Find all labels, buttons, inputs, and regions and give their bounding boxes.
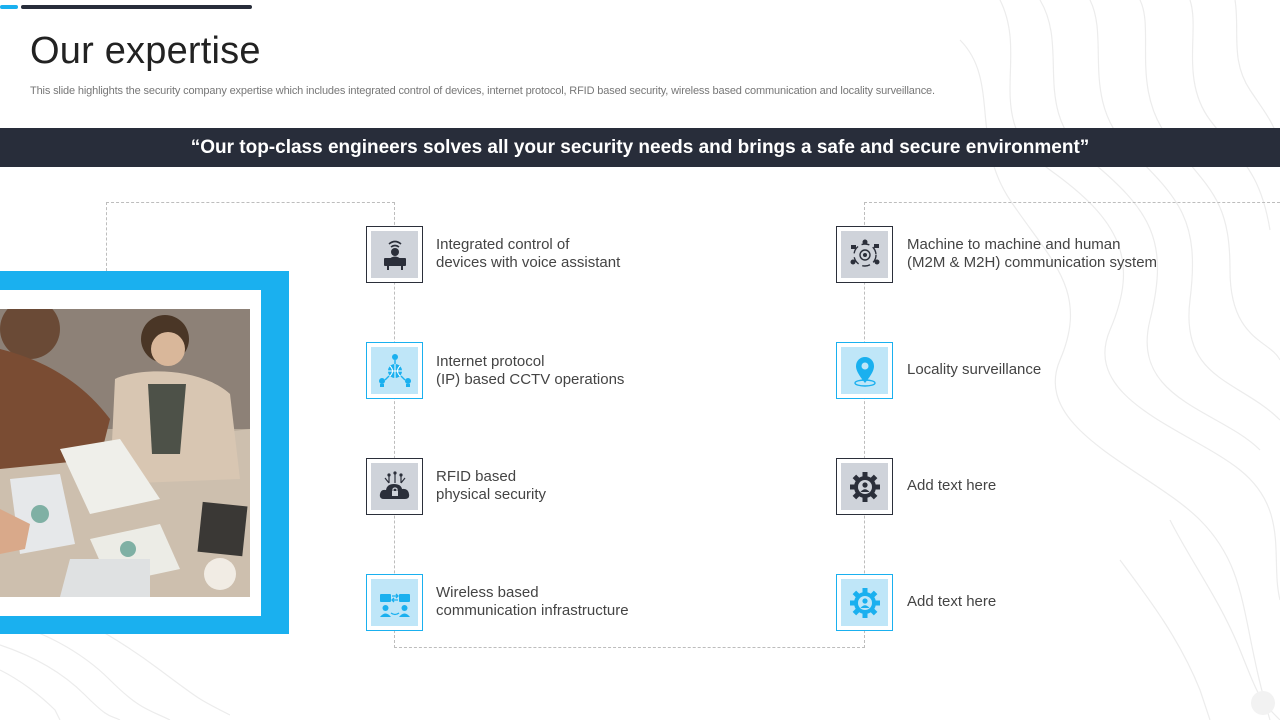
connector-line [864, 202, 1280, 203]
network-globe-icon [377, 353, 413, 389]
photo-frame [0, 271, 289, 634]
location-pin-icon-box [836, 342, 893, 399]
team-meeting-photo [0, 309, 250, 597]
connector-line [106, 202, 107, 271]
topographic-background-right [940, 0, 1280, 720]
m2m-cycle-icon-box [836, 226, 893, 283]
voice-assistant-icon-box [366, 226, 423, 283]
item-label-right-4: Add text here [907, 593, 997, 610]
item-label-right-2: Locality surveillance [907, 361, 1042, 378]
photo-mat [0, 290, 261, 616]
item-label-left-2: Internet protocol (IP) based CCTV operations [436, 353, 625, 388]
gear-user-icon-box [836, 574, 893, 631]
connector-line [394, 647, 865, 648]
m2m-cycle-icon [847, 237, 883, 273]
network-globe-icon-box [366, 342, 423, 399]
slide-corner-button[interactable] [1251, 691, 1275, 715]
wireless-communication-icon [377, 585, 413, 621]
top-accent-bar [0, 5, 18, 9]
cloud-lock-icon [377, 469, 413, 505]
item-label-left-3: RFID based physical security [436, 468, 547, 503]
item-label-right-1: Machine to machine and human (M2M & M2H) communication system [907, 236, 1158, 271]
top-dark-bar [21, 5, 252, 9]
item-label-right-3: Add text here [907, 477, 997, 494]
page-title: Our expertise [30, 30, 261, 72]
item-label-left-4: Wireless based communication infrastructure [436, 584, 629, 619]
gear-user-icon [847, 585, 883, 621]
gear-user-icon-box [836, 458, 893, 515]
voice-assistant-icon [378, 238, 412, 272]
gear-user-icon [847, 469, 883, 505]
location-pin-icon [847, 353, 883, 389]
cloud-lock-icon-box [366, 458, 423, 515]
page-subtitle: This slide highlights the security company expertise which includes integrated control of devices, internet protocol, RFID based security, wireless based communication and locality surveillance. [30, 85, 935, 97]
item-label-left-1: Integrated control of devices with voice assistant [436, 236, 621, 271]
quote-banner: “Our top-class engineers solves all your security needs and brings a safe and secure environment” [0, 128, 1280, 167]
connector-line [106, 202, 395, 203]
wireless-communication-icon-box [366, 574, 423, 631]
